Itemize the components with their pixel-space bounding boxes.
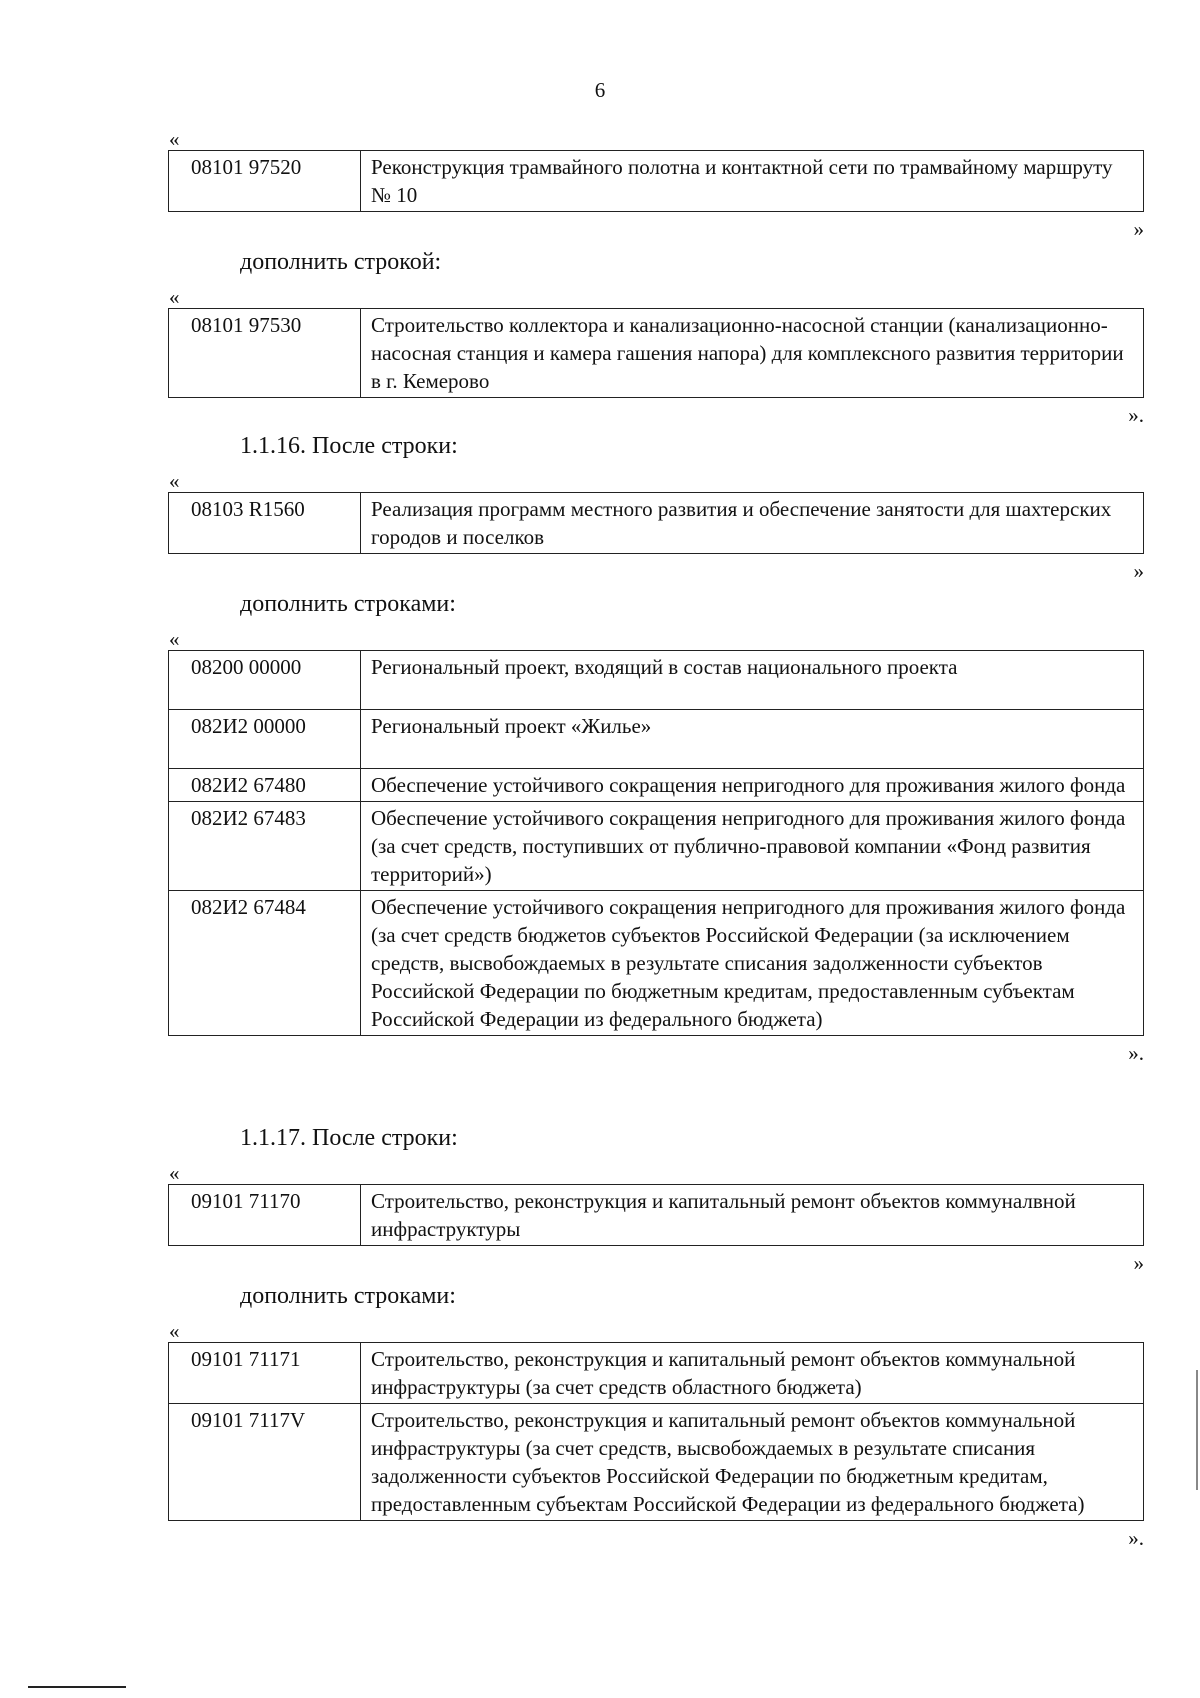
row-text: Обеспечение устойчивого сокращения непригодного для проживания жилого фонда — [361, 769, 1144, 802]
row-code: 09101 71170 — [169, 1185, 361, 1246]
table-block-5 — [168, 1162, 1144, 1274]
table-block-1 — [168, 128, 1144, 240]
code-table — [168, 1342, 1144, 1521]
instruction-heading: дополнить строкой: — [240, 249, 442, 275]
row-code: 082И2 00000 — [169, 710, 361, 769]
row-text: Реализация программ местного развития и обеспечение занятости для шахтерских городов и поселков — [361, 493, 1144, 554]
table-block-4 — [168, 628, 1144, 1064]
row-code: 08103 R1560 — [169, 493, 361, 554]
close-quote: » — [1133, 1251, 1144, 1275]
footer-divider — [28, 1686, 126, 1688]
close-quote: ». — [1128, 403, 1144, 427]
row-text: Строительство, реконструкция и капитальный ремонт объектов коммунальной инфраструктуры (за счет средств областного бюджета) — [361, 1343, 1144, 1404]
instruction-heading: дополнить строками: — [240, 1283, 456, 1309]
open-quote: « — [169, 285, 180, 309]
open-quote: « — [169, 469, 180, 493]
row-code: 09101 7117V — [169, 1404, 361, 1521]
row-text: Региональный проект, входящий в состав национального проекта — [361, 651, 1144, 710]
table-block-2 — [168, 286, 1144, 426]
table-row — [169, 151, 1144, 212]
open-quote: « — [169, 127, 180, 151]
table-row — [169, 1343, 1144, 1404]
row-code: 082И2 67484 — [169, 891, 361, 1036]
table-row — [169, 802, 1144, 891]
code-table — [168, 150, 1144, 212]
table-block-6 — [168, 1320, 1144, 1549]
row-code: 08101 97520 — [169, 151, 361, 212]
row-text: Обеспечение устойчивого сокращения непригодного для проживания жилого фонда (за счет средств бюджетов субъектов Российской Федерации (за исключением средств, высвобождаемых в результате списания задолженности субъектов Российской Федерации по бюджетным кредитам, предоставленным субъектам Российской Федерации из федерального бюджета) — [361, 891, 1144, 1036]
table-row — [169, 1185, 1144, 1246]
table-row — [169, 891, 1144, 1036]
row-code: 08101 97530 — [169, 309, 361, 398]
table-row — [169, 309, 1144, 398]
table-row — [169, 493, 1144, 554]
close-quote: » — [1133, 559, 1144, 583]
row-code: 08200 00000 — [169, 651, 361, 710]
row-code: 09101 71171 — [169, 1343, 361, 1404]
row-text: Региональный проект «Жилье» — [361, 710, 1144, 769]
row-code: 082И2 67480 — [169, 769, 361, 802]
code-table — [168, 1184, 1144, 1246]
row-text: Строительство, реконструкция и капитальный ремонт объектов коммуналвной инфраструктуры — [361, 1185, 1144, 1246]
page-number: 6 — [594, 78, 606, 102]
open-quote: « — [169, 1161, 180, 1185]
section-heading: 1.1.16. После строки: — [240, 433, 458, 459]
section-heading: 1.1.17. После строки: — [240, 1125, 458, 1151]
row-text: Строительство коллектора и канализационно-насосной станции (канализационно-насосная станция и камера гашения напора) для комплексного развития территории в г. Кемерово — [361, 309, 1144, 398]
row-text: Строительство, реконструкция и капитальный ремонт объектов коммунальной инфраструктуры (за счет средств, высвобождаемых в результате списания задолженности субъектов Российской Федерации по бюджетным кредитам, предоставленным субъектам Российской Федерации из федерального бюджета) — [361, 1404, 1144, 1521]
row-text: Обеспечение устойчивого сокращения непригодного для проживания жилого фонда (за счет средств, поступивших от публично-правовой компании «Фонд развития территорий») — [361, 802, 1144, 891]
table-row — [169, 769, 1144, 802]
scan-margin-mark — [1196, 1370, 1198, 1490]
open-quote: « — [169, 1319, 180, 1343]
close-quote: ». — [1128, 1041, 1144, 1065]
code-table — [168, 492, 1144, 554]
code-table — [168, 650, 1144, 1036]
close-quote: » — [1133, 217, 1144, 241]
code-table — [168, 308, 1144, 398]
table-row — [169, 1404, 1144, 1521]
row-text: Реконструкция трамвайного полотна и контактной сети по трамвайному маршруту № 10 — [361, 151, 1144, 212]
table-block-3 — [168, 470, 1144, 582]
row-code: 082И2 67483 — [169, 802, 361, 891]
instruction-heading: дополнить строками: — [240, 591, 456, 617]
open-quote: « — [169, 627, 180, 651]
close-quote: ». — [1128, 1526, 1144, 1550]
table-row — [169, 651, 1144, 710]
table-row — [169, 710, 1144, 769]
